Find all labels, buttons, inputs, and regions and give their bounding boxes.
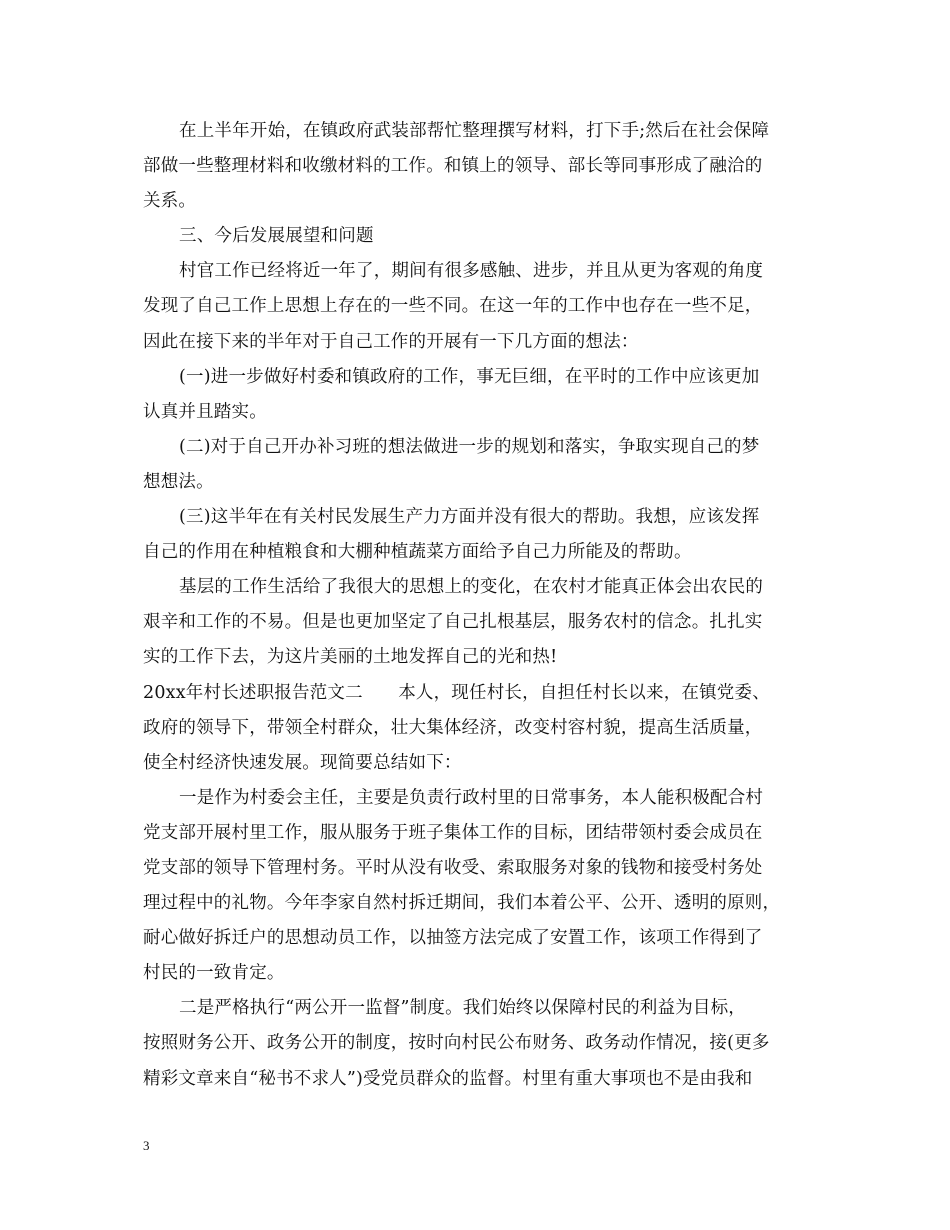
text-line: 三、今后发展展望和问题 — [179, 226, 374, 247]
text-line: 按照财务公开、政务公开的制度，按时向村民公布财务、政务动作情况，接(更多 — [143, 1033, 770, 1054]
text-line: 村民的一致肯定。 — [143, 963, 285, 984]
text-line: 实的工作下去，为这片美丽的土地发挥自己的光和热! — [143, 647, 558, 668]
document-body — [143, 114, 823, 1097]
page-number: 3 — [143, 1138, 150, 1153]
text-line: 党支部开展村里工作，服从服务于班子集体工作的目标，团结带领村委会成员在 — [143, 822, 763, 843]
text-line: 使全村经济快速发展。现简要总结如下： — [143, 752, 462, 773]
text-line: 政府的领导下，带领全村群众，壮大集体经济，改变村容村貌，提高生活质量， — [143, 717, 763, 738]
text-line: 想想法。 — [143, 471, 214, 492]
text-line: 耐心做好拆迁户的思想动员工作，以抽签方法完成了安置工作，该项工作得到了 — [143, 928, 763, 949]
text-line: 村官工作已经将近一年了，期间有很多感触、进步，并且从更为客观的角度 — [179, 261, 764, 282]
text-line: (二)对于自己开办补习班的想法做进一步的规划和落实，争取实现自己的梦 — [179, 436, 760, 457]
text-line: 20xx年村长述职报告范文二 本人，现任村长，自担任村长以来，在镇党委、 — [143, 682, 770, 703]
text-line: 发现了自己工作上思想上存在的一些不同。在这一年的工作中也存在一些不足， — [143, 296, 763, 317]
text-line: 在上半年开始，在镇政府武装部帮忙整理撰写材料，打下手;然后在社会保障 — [179, 121, 770, 141]
text-line: (一)进一步做好村委和镇政府的工作，事无巨细，在平时的工作中应该更加 — [179, 366, 760, 387]
text-line: 基层的工作生活给了我很大的思想上的变化，在农村才能真正体会出农民的 — [179, 577, 764, 598]
text-line: 认真并且踏实。 — [143, 401, 267, 422]
text-line: 自己的作用在种植粮食和大棚种植蔬菜方面给予自己力所能及的帮助。 — [143, 542, 692, 563]
text-line: 党支部的领导下管理村务。平时从没有收受、索取服务对象的钱物和接受村务处 — [143, 857, 763, 878]
text-line: 一是作为村委会主任，主要是负责行政村里的日常事务，本人能积极配合村 — [179, 787, 764, 808]
text-line: 精彩文章来自“秘书不求人”)受党员群众的监督。村里有重大事项也不是由我和 — [143, 1068, 753, 1089]
text-line: 部做一些整理材料和收缴材料的工作。和镇上的领导、部长等同事形成了融洽的 — [143, 156, 763, 177]
text-line: 关系。 — [143, 191, 197, 212]
text-line: 艰辛和工作的不易。但是也更加坚定了自己扎根基层，服务农村的信念。扎扎实 — [143, 612, 763, 633]
text-line: 理过程中的礼物。今年李家自然村拆迁期间，我们本着公平、公开、透明的原则， — [143, 893, 781, 914]
text-line: 因此在接下来的半年对于自己工作的开展有一下几方面的想法： — [143, 331, 639, 352]
text-line: (三)这半年在有关村民发展生产力方面并没有很大的帮助。我想，应该发挥 — [179, 507, 760, 528]
text-line: 二是严格执行“两公开一监督”制度。我们始终以保障村民的利益为目标， — [179, 998, 746, 1019]
